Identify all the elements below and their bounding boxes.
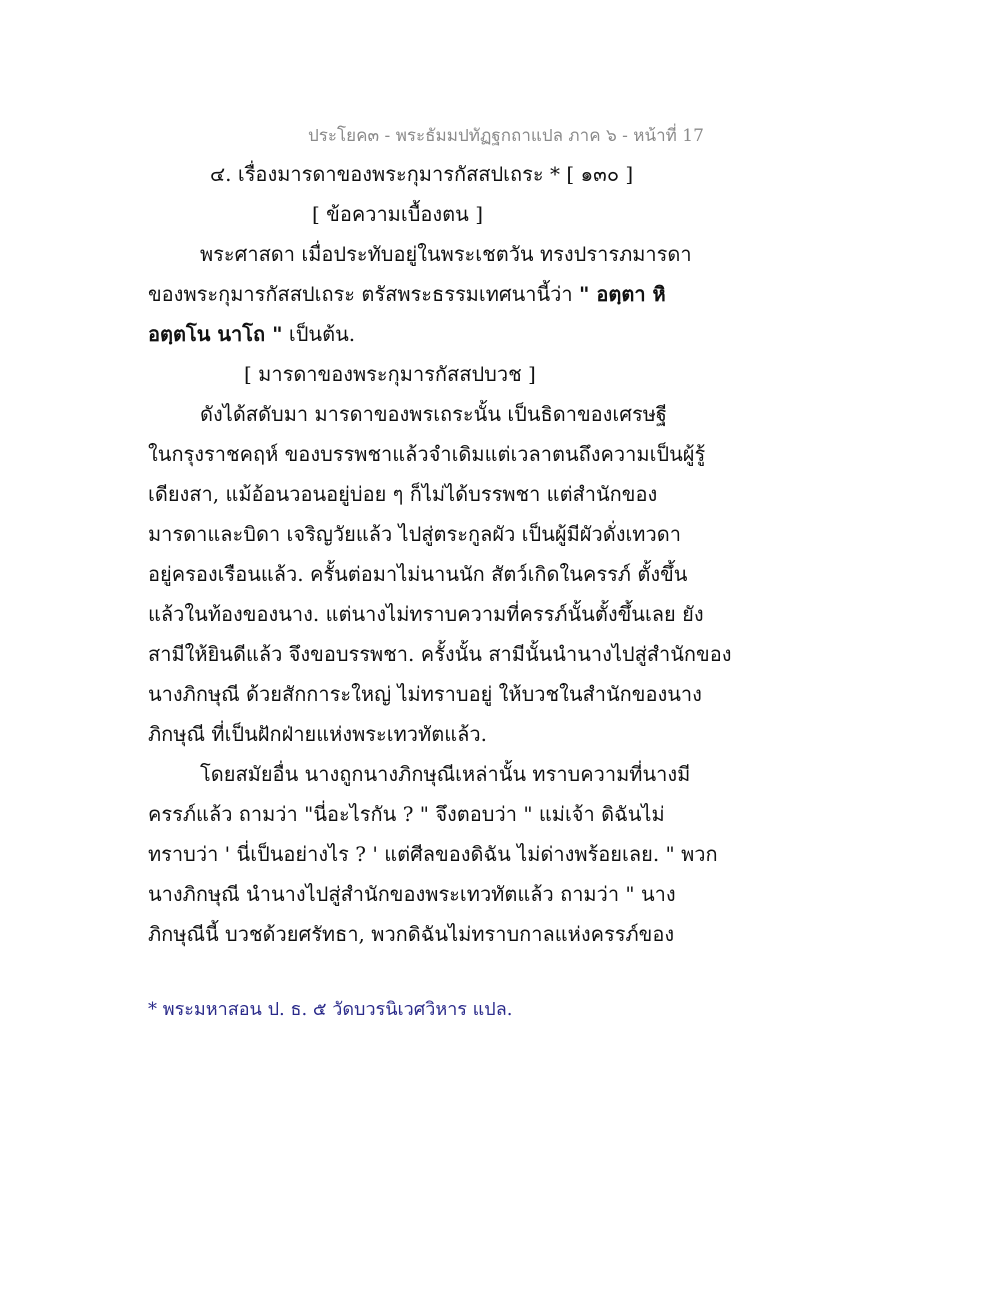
paragraph-line: นางภิกษุณี ด้วยสักการะใหญ่ ไม่ทราบอยู่ ให้บวชในสำนักของนาง [148, 682, 702, 706]
paragraph-line: ครรภ์แล้ว ถามว่า "นี่อะไรกัน ? " จึงตอบว่า " แม่เจ้า ดิฉันไม่ [148, 802, 665, 826]
pali-quote-part2: อตฺตโน นาโถ " [148, 322, 283, 346]
intro-line-3-text: เป็นต้น. [282, 322, 356, 346]
story-title: ๔. เรื่องมารดาของพระกุมารกัสสปเถระ * [ ๑๓๐ ] [210, 162, 634, 186]
paragraph-line: มารดาและบิดา เจริญวัยแล้ว ไปสู่ตระกูลผัว เป็นผู้มีผัวดั่งเทวดา [148, 522, 681, 546]
intro-line-3 [148, 320, 355, 348]
intro-line-1: พระศาสดา เมื่อประทับอยู่ในพระเชตวัน ทรงปรารภมารดา [200, 242, 692, 266]
paragraph-line: แล้วในท้องของนาง. แต่นางไม่ทราบความที่ครรภ์นั้นตั้งขึ้นเลย ยัง [148, 602, 704, 626]
paragraph-line: ภิกษุณี ที่เป็นฝักฝ่ายแห่งพระเทวทัตแล้ว. [148, 722, 487, 746]
paragraph-line: ในกรุงราชคฤห์ ของบรรพชาแล้วจำเดิมแต่เวลาตนถึงความเป็นผู้รู้ [148, 442, 706, 466]
intro-line-2 [148, 280, 666, 308]
section-heading-intro: [ ข้อความเบื้องตน ] [312, 202, 483, 226]
paragraph-line: สามีให้ยินดีแล้ว จึงขอบรรพชา. ครั้งนั้น สามีนั้นนำนางไปสู่สำนักของ [148, 642, 732, 666]
paragraph-line: เดียงสา, แม้อ้อนวอนอยู่บ่อย ๆ ก็ไม่ได้บรรพชา แต่สำนักของ [148, 482, 658, 506]
paragraph-line: ทราบว่า ' นี่เป็นอย่างไร ? ' แต่ศีลของดิฉัน ไม่ด่างพร้อยเลย. " พวก [148, 842, 718, 866]
intro-line-2-text: ของพระกุมารกัสสปเถระ ตรัสพระธรรมเทศนานี้ว่า [148, 282, 579, 306]
pali-quote-part1: " อตฺตา หิ [578, 282, 666, 306]
paragraph-line: อยู่ครองเรือนแล้ว. ครั้นต่อมาไม่นานนัก สัตว์เกิดในครรภ์ ตั้งขึ้น [148, 562, 688, 586]
running-head: ประโยค๓ - พระธัมมปทัฏฐกถาแปล ภาค ๖ - หน้าที่ 17 [308, 126, 704, 146]
paragraph-line: นางภิกษุณี นำนางไปสู่สำนักของพระเทวทัตแล้ว ถามว่า " นาง [148, 882, 676, 906]
footnote: * พระมหาสอน ป. ธ. ๕ วัดบวรนิเวศวิหาร แปล. [148, 999, 513, 1020]
paragraph-line: โดยสมัยอื่น นางถูกนางภิกษุณีเหล่านั้น ทราบความที่นางมี [200, 762, 691, 786]
paragraph-line: ภิกษุณีนี้ บวชด้วยศรัทธา, พวกดิฉันไม่ทราบกาลแห่งครรภ์ของ [148, 922, 675, 946]
section-heading-ordination: [ มารดาของพระกุมารกัสสปบวช ] [244, 362, 536, 386]
paragraph-line: ดังได้สดับมา มารดาของพรเถระนั้น เป็นธิดาของเศรษฐี [200, 402, 667, 426]
